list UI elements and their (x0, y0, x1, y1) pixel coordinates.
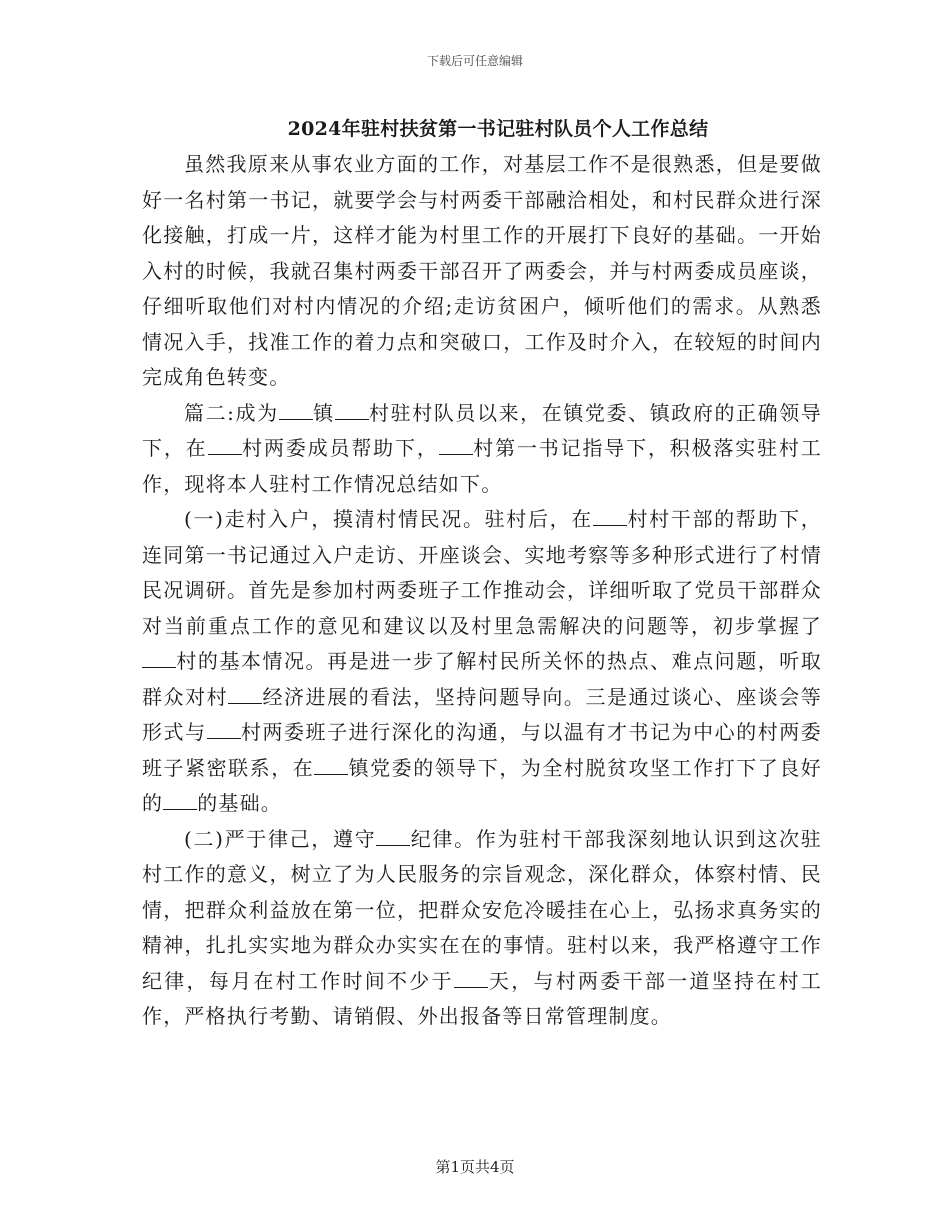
page-number: 第1页共4页 (435, 1158, 515, 1176)
fill-in-blank (454, 970, 488, 988)
fill-in-blank (376, 828, 410, 846)
paragraph-intro: 虽然我原来从事农业方面的工作，对基层工作不是很熟悉，但是要做好一名村第一书记，就要学会与村两委干部融洽相处，和村民群众进行深化接触，打成一片，这样才能为村里工作的开展打下良好的基础。一开始入村的时候，我就召集村两委干部召开了两委会，并与村两委成员座谈，仔细听取他们对村内情况的介绍;走访贫困户，倾听他们的需求。从熟悉情况入手，找准工作的着力点和突破口，工作及时介入，在较短的时间内完成角色转变。 (142, 152, 822, 389)
fill-in-blank (163, 792, 197, 810)
fill-in-blank (439, 437, 473, 455)
fill-in-blank (228, 686, 262, 704)
header-note: 下载后可任意编辑 (426, 54, 523, 68)
fill-in-blank (335, 402, 369, 420)
paragraph-section-one: (一)走村入户，摸清村情民况。驻村后，在 村村干部的帮助下，连同第一书记通过入户走访、开座谈会、实地考察等多种形式进行了村情民况调研。首先是参加村两委班子工作推动会，详细听取了党员干部群众对当前重点工作的意见和建议以及村里急需解决的问题等，初步掌握了村的基本情况。再是进一步了解村民所关怀的热点、难点问题，听取群众对村 经济进展的看法，坚持问题导向。三是通过谈心、座谈会等形式与 村两委班子进行深化的沟通，与以温有才书记为中心的村两委班子紧密联系，在 镇党委的领导下，为全村脱贫攻坚工作打下了良好的 的基础。 (142, 507, 822, 815)
fill-in-blank (208, 437, 242, 455)
paragraph-section-two: (二)严于律己，遵守 纪律。作为驻村干部我深刻地认识到这次驻村工作的意义，树立了为人民服务的宗旨观念，深化群众，体察村情、民情，把群众利益放在第一位，把群众安危冷暖挂在心上，弘扬求真务实的精神，扎扎实实地为群众办实实在在的事情。驻村以来，我严格遵守工作纪律，每月在村工作时间不少于 天，与村两委干部一道坚持在村工作，严格执行考勤、请销假、外出报备等日常管理制度。 (142, 826, 822, 1028)
fill-in-blank (314, 757, 348, 775)
fill-in-blank (142, 650, 176, 668)
fill-in-blank (279, 402, 313, 420)
fill-in-blank (207, 721, 241, 739)
document-body (142, 147, 822, 1035)
fill-in-blank (593, 508, 627, 526)
paragraph-part-two: 篇二:成为 镇 村驻村队员以来，在镇党委、镇政府的正确领导下，在 村两委成员帮助下， 村第一书记指导下，积极落实驻村工作，现将本人驻村工作情况总结如下。 (142, 400, 823, 496)
document-title: 2024年驻村扶贫第一书记驻村队员个人工作总结 (287, 118, 709, 140)
